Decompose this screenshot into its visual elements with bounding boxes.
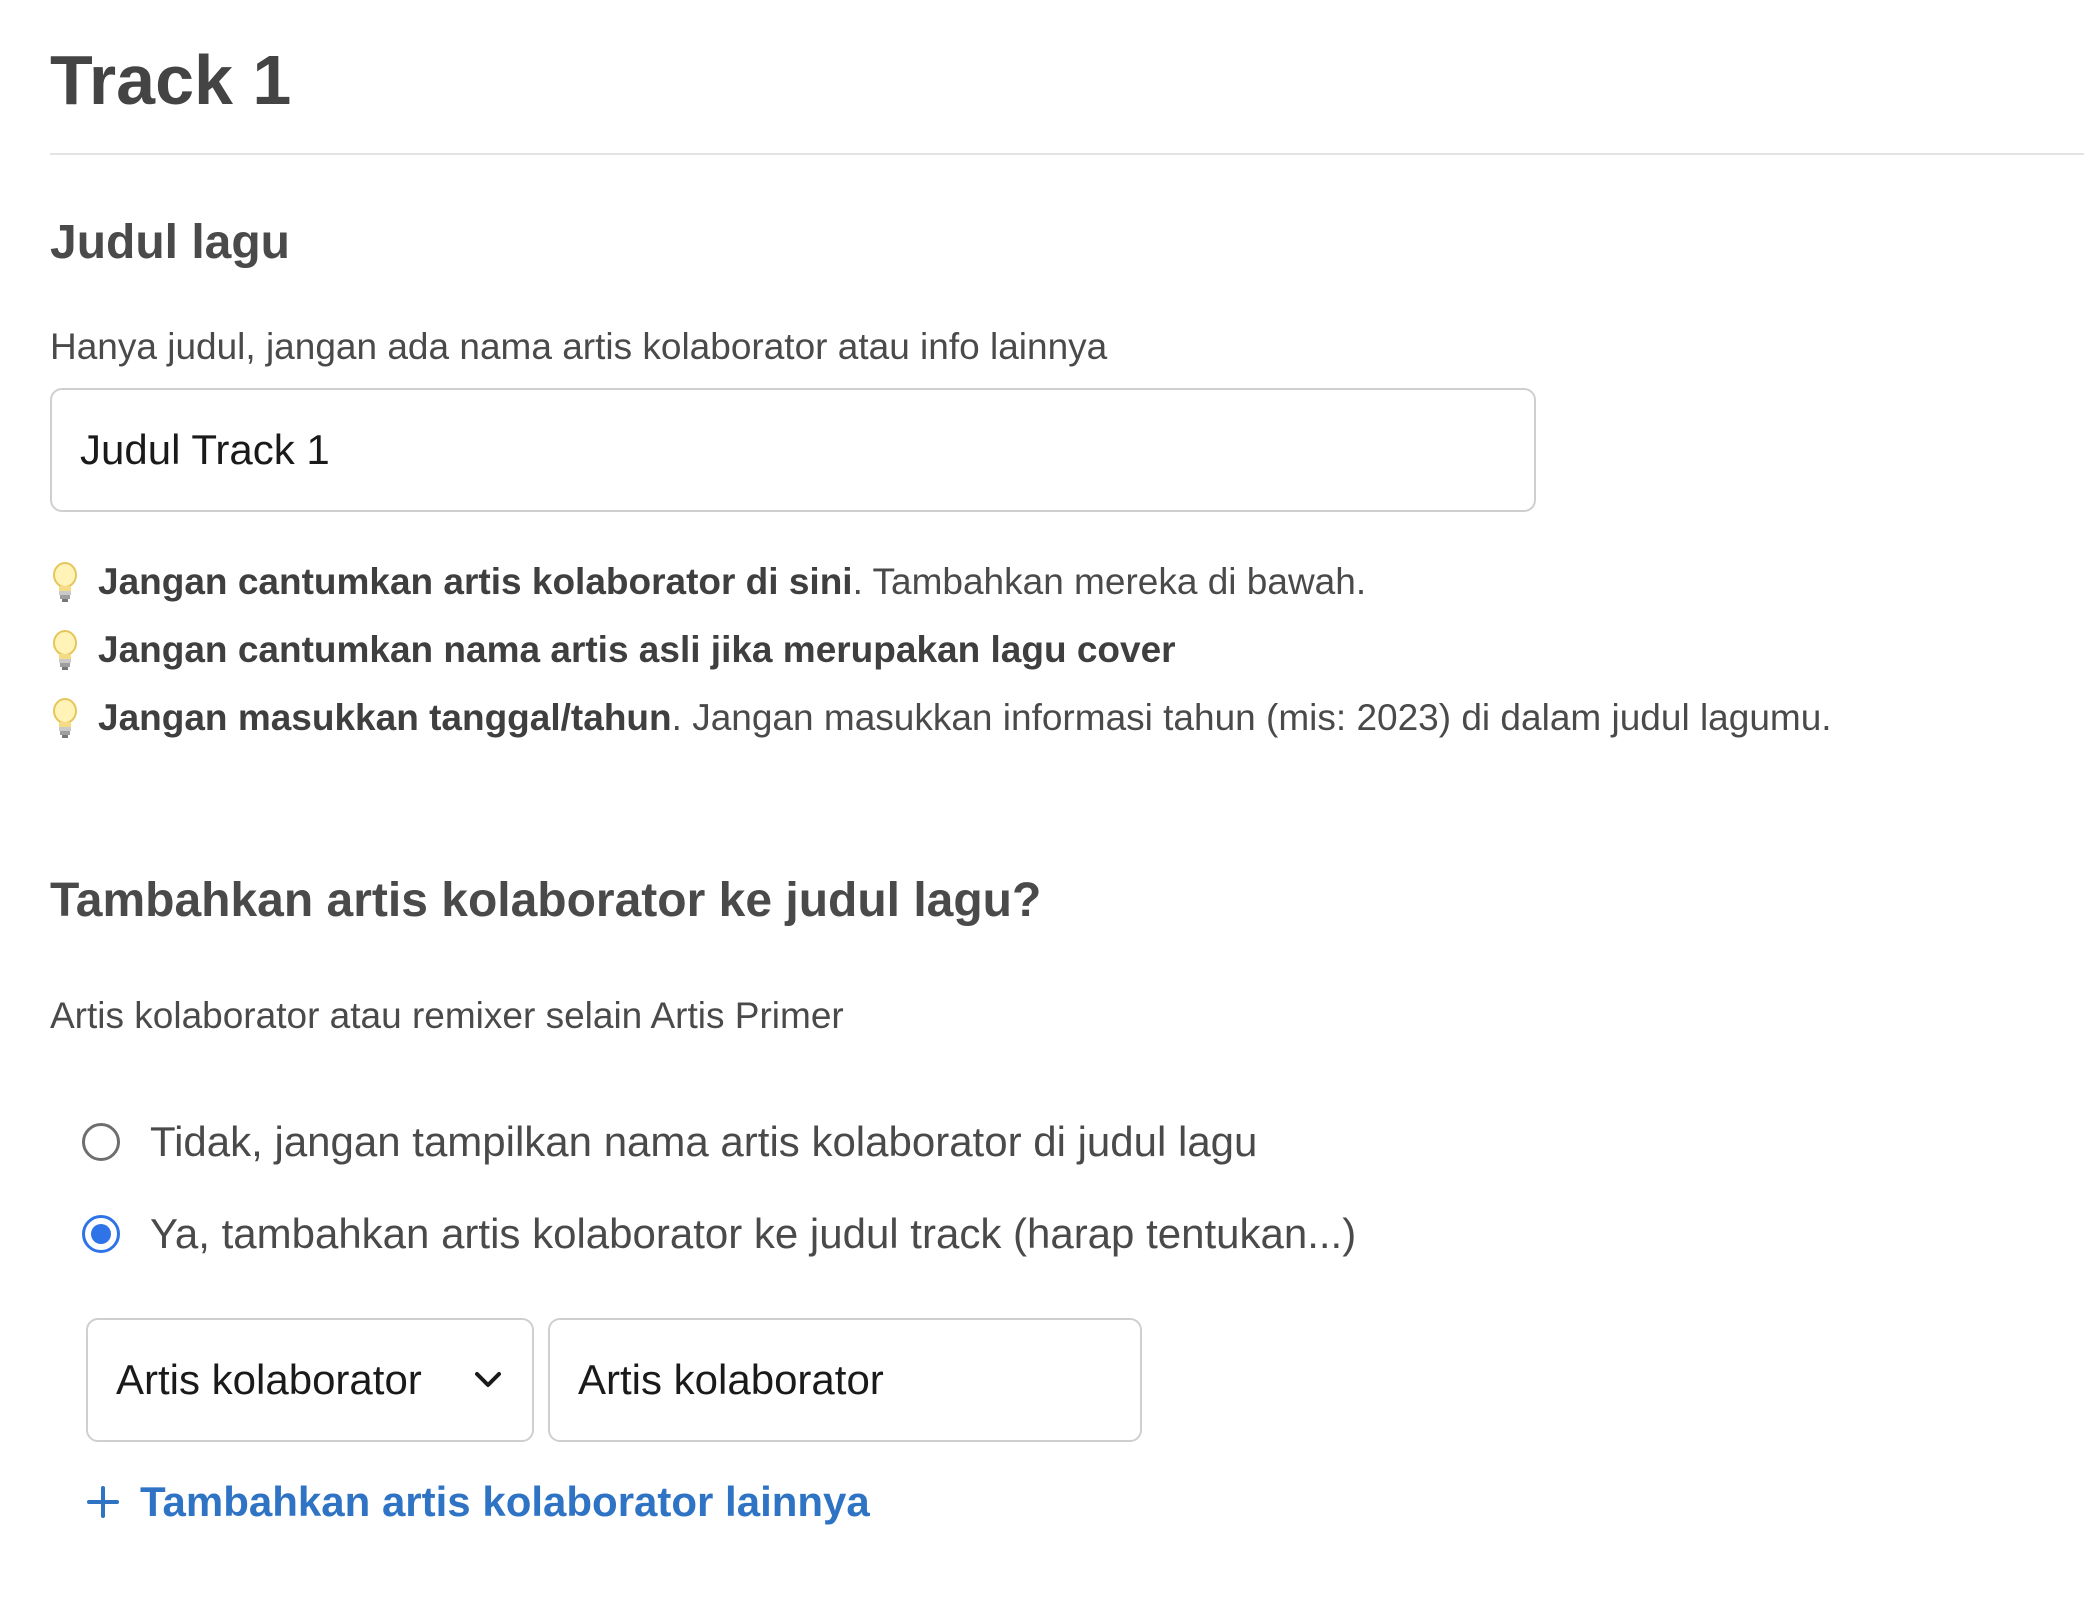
tip-item [50, 684, 2050, 752]
plus-icon [86, 1485, 120, 1519]
collaborator-name-input[interactable] [548, 1318, 1142, 1442]
chevron-down-icon [472, 1369, 504, 1391]
tip-item [50, 548, 2050, 616]
song-title-input[interactable] [50, 388, 1536, 512]
collaborator-role-select[interactable] [86, 1318, 534, 1442]
tip-strong-text: Jangan masukkan tanggal/tahun [98, 697, 672, 738]
song-title-heading: Judul lagu [50, 216, 290, 269]
lightbulb-icon [50, 697, 80, 739]
track-title: Track 1 [50, 41, 292, 119]
tip-strong-text: Jangan cantumkan artis kolaborator di sini [98, 561, 853, 602]
lightbulb-icon [50, 629, 80, 671]
radio-option-label: Tidak, jangan tampilkan nama artis kolaborator di judul lagu [150, 1118, 1258, 1165]
radio-button-selected[interactable] [82, 1215, 120, 1253]
collaborator-entry-row [86, 1318, 1142, 1442]
add-collaborator-link[interactable] [86, 1478, 870, 1526]
tip-text: . Jangan masukkan informasi tahun (mis: 2023) di dalam judul lagumu. [671, 697, 1832, 738]
collaborator-help-text: Artis kolaborator atau remixer selain Artis Primer [50, 995, 844, 1036]
tip-strong-text: Jangan cantumkan nama artis asli jika merupakan lagu cover [98, 629, 1176, 670]
radio-option-label: Ya, tambahkan artis kolaborator ke judul track (harap tentukan...) [150, 1210, 1357, 1257]
song-title-tips [50, 548, 2050, 752]
section-divider [50, 153, 2084, 155]
collaborator-heading: Tambahkan artis kolaborator ke judul lagu? [50, 874, 1042, 927]
song-title-help-text: Hanya judul, jangan ada nama artis kolaborator atau info lainnya [50, 326, 1108, 367]
tip-item [50, 616, 2050, 684]
radio-button-unselected[interactable] [82, 1123, 120, 1161]
lightbulb-icon [50, 561, 80, 603]
add-collaborator-label: Tambahkan artis kolaborator lainnya [140, 1478, 870, 1525]
radio-option-yes[interactable] [82, 1208, 1356, 1260]
radio-option-no[interactable] [82, 1116, 1257, 1168]
tip-text: . Tambahkan mereka di bawah. [852, 561, 1367, 602]
collaborator-role-selected-value: Artis kolaborator [116, 1356, 422, 1403]
